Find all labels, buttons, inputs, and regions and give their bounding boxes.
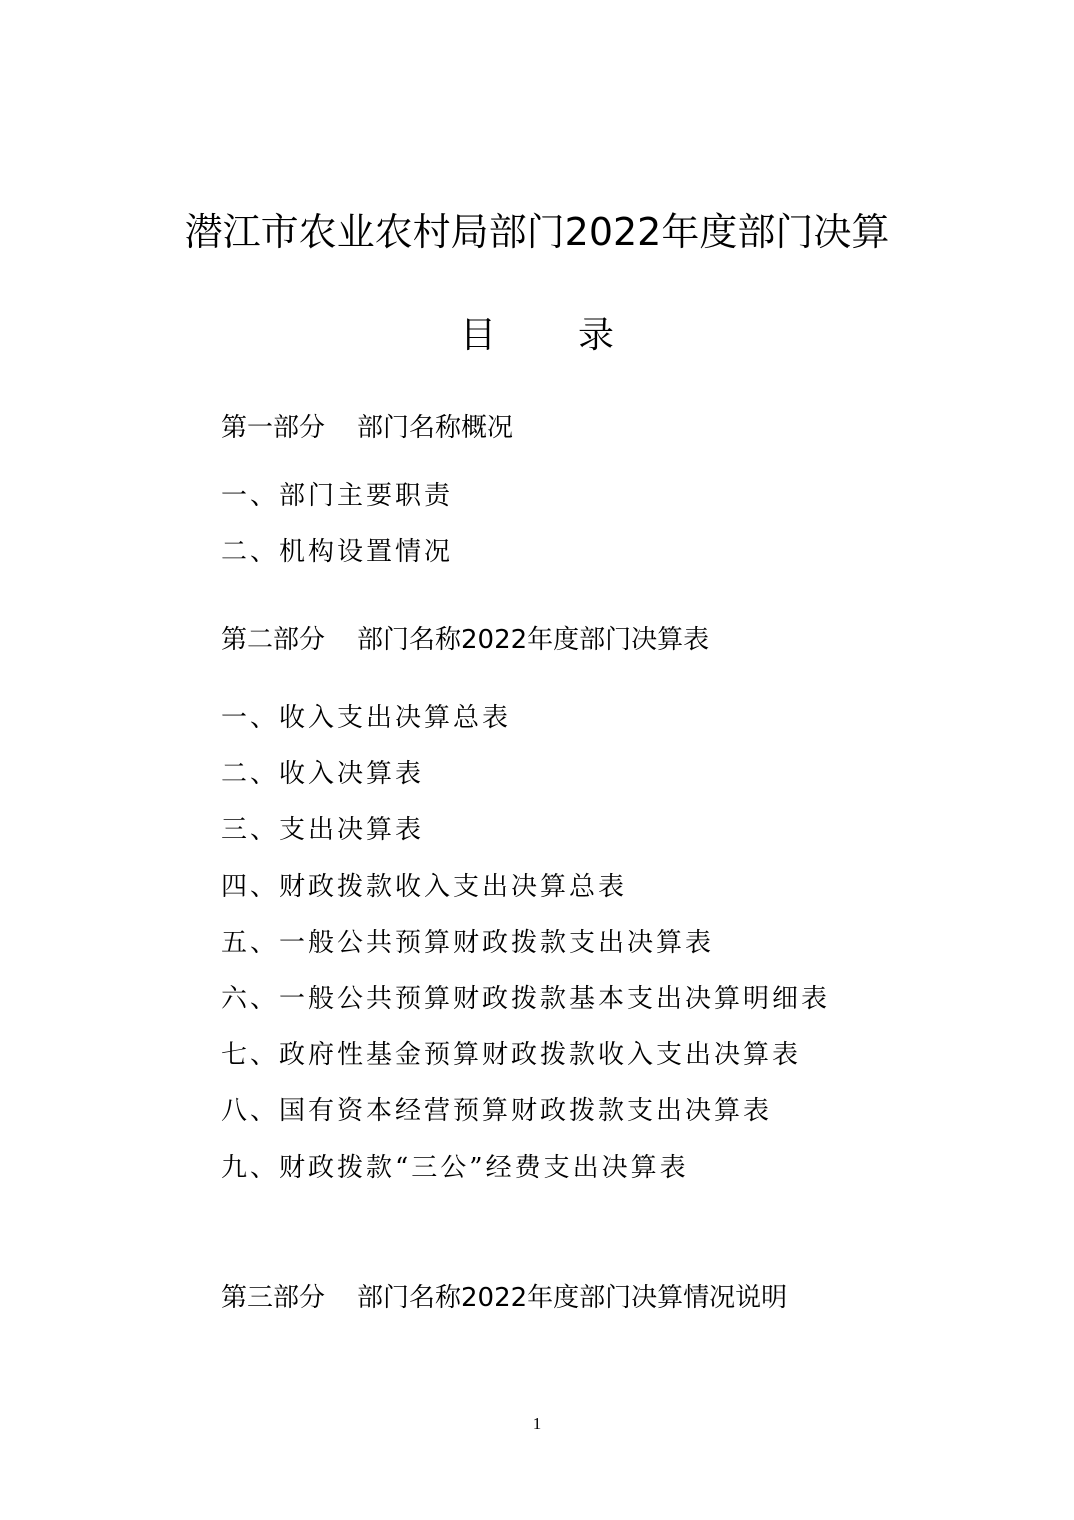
toc-item[interactable]: 一、收入支出决算总表 [221, 703, 512, 733]
toc-part-3-number: 第三部分 [221, 1283, 326, 1313]
toc-part-1-number: 第一部分 [221, 413, 326, 443]
toc-part-2[interactable] [221, 620, 709, 660]
toc-part-3[interactable] [221, 1278, 787, 1318]
toc-item[interactable]: 一、部门主要职责 [221, 481, 454, 511]
toc-item[interactable]: 九、财政拨款“三公”经费支出决算表 [221, 1153, 689, 1183]
toc-part-3-title: 部门名称2022年度部门决算情况说明 [357, 1283, 788, 1313]
toc-item[interactable]: 五、一般公共预算财政拨款支出决算表 [221, 928, 715, 958]
toc-item[interactable]: 二、机构设置情况 [221, 537, 454, 567]
toc-part-2-title: 部门名称2022年度部门决算表 [357, 625, 710, 655]
toc-item[interactable]: 三、支出决算表 [221, 815, 425, 845]
toc-heading-char-2: 录 [578, 315, 615, 356]
toc-part-1-title: 部门名称概况 [357, 413, 514, 443]
toc-heading [0, 308, 1074, 364]
toc-item[interactable]: 六、一般公共预算财政拨款基本支出决算明细表 [221, 984, 831, 1014]
toc-item[interactable]: 八、国有资本经营预算财政拨款支出决算表 [221, 1096, 773, 1126]
page-number: 1 [532, 1414, 542, 1433]
toc-heading-char-1: 目 [459, 315, 496, 356]
toc-part-2-number: 第二部分 [221, 625, 326, 655]
document-title: 潜江市农业农村局部门2022年度部门决算 [184, 210, 890, 254]
toc-item[interactable]: 四、财政拨款收入支出决算总表 [221, 872, 628, 902]
toc-part-1[interactable] [221, 408, 513, 448]
toc-item[interactable]: 七、政府性基金预算财政拨款收入支出决算表 [221, 1040, 802, 1070]
toc-item[interactable]: 二、收入决算表 [221, 759, 425, 789]
